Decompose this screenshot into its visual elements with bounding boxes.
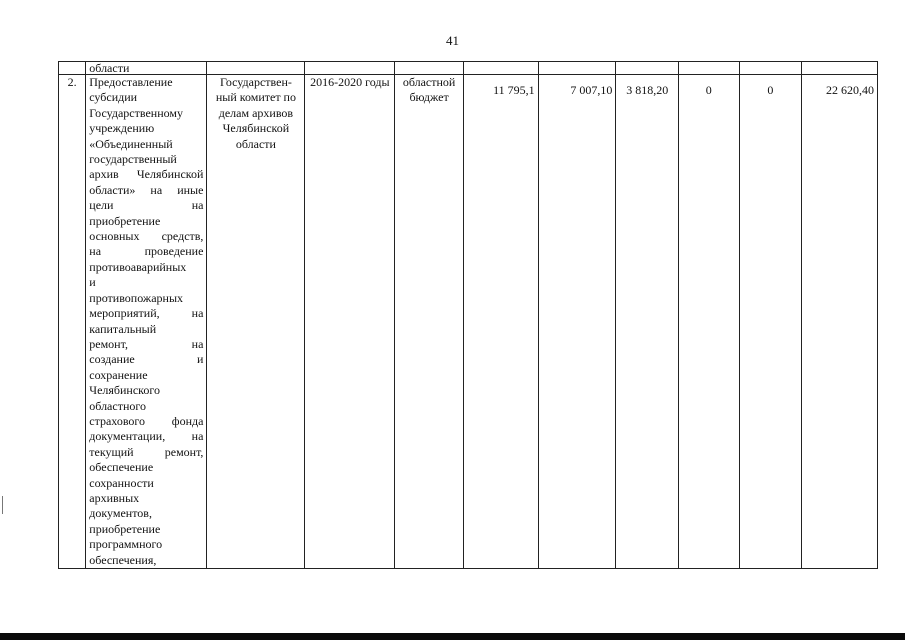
- description-line: субсидии: [89, 90, 138, 105]
- period-cell: 2016-2020 годы: [305, 75, 395, 569]
- description-line: государственный: [89, 152, 177, 167]
- scan-bottom-bar: [0, 633, 905, 640]
- table-row-carryover: [59, 62, 878, 75]
- description-line: архивных: [89, 490, 140, 505]
- table-cell: [538, 62, 616, 75]
- description-line: приобретение: [89, 521, 161, 536]
- table-cell: [616, 62, 679, 75]
- description-line: учреждению: [89, 121, 155, 136]
- description-line: противопожарных: [89, 290, 184, 305]
- description-continuation: области: [89, 61, 130, 75]
- amount-2019-cell: 0: [679, 75, 740, 569]
- description-line: областного: [89, 398, 147, 413]
- description-line: приобретение: [89, 213, 161, 228]
- description-line: Челябинского: [89, 383, 161, 398]
- description-line: «Объединенный: [89, 136, 173, 151]
- page-number: 41: [446, 33, 459, 48]
- description-line: на проведение: [89, 244, 204, 259]
- description-line: архив Челябинской: [89, 167, 204, 182]
- description-line: области» на иные: [89, 182, 204, 197]
- table-cell-description: [86, 62, 207, 75]
- funding-source-cell: областной бюджет: [395, 75, 464, 569]
- amount-2017-cell: 7 007,10: [538, 75, 616, 569]
- description-line: Государственному: [89, 105, 183, 120]
- description-line: мероприятий, на: [89, 306, 204, 321]
- table-cell: [59, 62, 86, 75]
- table-cell: [802, 62, 878, 75]
- total-amount-cell: 22 620,40: [802, 75, 878, 569]
- table-cell: [395, 62, 464, 75]
- table-cell: [305, 62, 395, 75]
- description-line: Предоставление: [89, 75, 173, 89]
- description-line: и: [89, 275, 96, 290]
- table-row: [59, 75, 878, 569]
- description-line: документов,: [89, 506, 152, 521]
- description-line: обеспечения,: [89, 552, 157, 567]
- description-line: сохранение: [89, 367, 148, 382]
- table-cell: [207, 62, 305, 75]
- description-line: сохранности: [89, 475, 154, 490]
- amount-2018-cell: 3 818,20: [616, 75, 679, 569]
- amount-2016-cell: 11 795,1: [463, 75, 538, 569]
- table-cell: [739, 62, 802, 75]
- description-line: противоаварийных: [89, 259, 187, 274]
- description-line: программного: [89, 537, 163, 552]
- description-line: обеспечение: [89, 460, 154, 475]
- table-cell: [679, 62, 740, 75]
- description-line: ремонт, на: [89, 336, 204, 351]
- amount-2020-cell: 0: [739, 75, 802, 569]
- description-line: капитальный: [89, 321, 157, 336]
- scan-margin-mark: [2, 496, 3, 514]
- description-line: цели на: [89, 198, 204, 213]
- description-line: документации, на: [89, 429, 204, 444]
- description-line: создание и: [89, 352, 204, 367]
- description-line: текущий ремонт,: [89, 444, 204, 459]
- table-cell: [463, 62, 538, 75]
- row-number: 2.: [59, 75, 86, 569]
- description-line: основных средств,: [89, 229, 204, 244]
- description-line: страхового фонда: [89, 413, 204, 428]
- executor-cell: Государствен-ный комитет по делам архивов Челябинской области: [207, 75, 305, 569]
- program-table: [58, 61, 878, 569]
- measure-description: [86, 75, 207, 569]
